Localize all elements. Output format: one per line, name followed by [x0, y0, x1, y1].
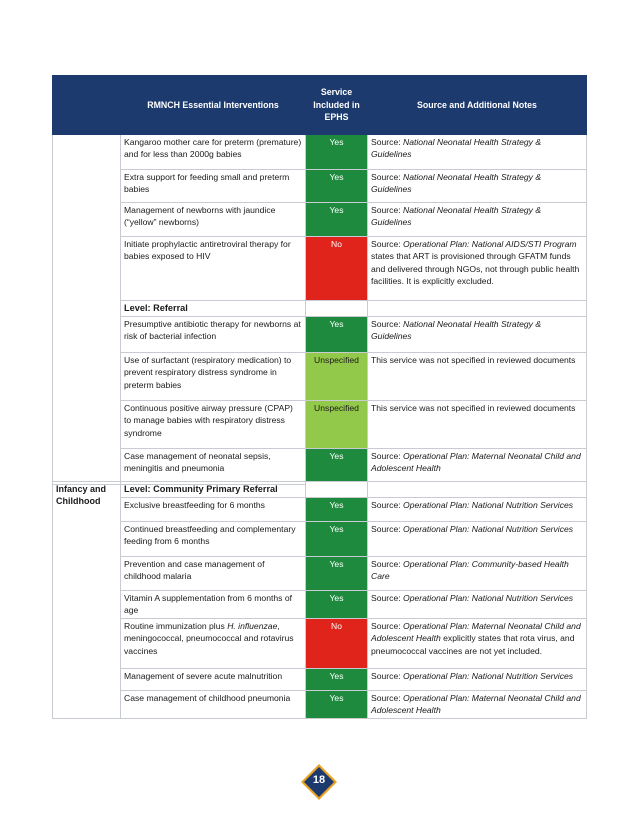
- source-document: Operational Plan: National Nutrition Services: [403, 500, 574, 510]
- level-blank-cell: [306, 301, 368, 317]
- table-row: [53, 237, 587, 301]
- source-label: Source:: [371, 671, 401, 681]
- source-document: National Neonatal Health Strategy & Guidelines: [371, 205, 542, 228]
- source-document: Operational Plan: National Nutrition Services: [403, 593, 574, 603]
- notes-cell: [368, 317, 587, 353]
- intervention-cell: Use of surfactant (respiratory medication) to prevent respiratory distress syndrome in preterm babies: [121, 353, 306, 401]
- table-row: [53, 691, 587, 719]
- notes-cell: [368, 237, 587, 301]
- intervention-cell: Initiate prophylactic antiretroviral therapy for babies exposed to HIV: [121, 237, 306, 301]
- group-label-infancy: Infancy and Childhood: [53, 482, 121, 719]
- status-badge: Yes: [306, 449, 368, 485]
- level-row: [53, 482, 587, 498]
- level-blank-cell: [368, 301, 587, 317]
- source-document: National Neonatal Health Strategy & Guidelines: [371, 319, 542, 342]
- header-source-notes: Source and Additional Notes: [368, 76, 587, 135]
- level-blank-cell: [368, 482, 587, 498]
- source-label: Source:: [371, 451, 401, 461]
- status-badge: Yes: [306, 203, 368, 237]
- status-badge: Yes: [306, 522, 368, 557]
- notes-cell: This service was not specified in reviewed documents: [368, 401, 587, 449]
- notes-cell: [368, 669, 587, 691]
- table-row: [53, 401, 587, 449]
- table-row: [53, 449, 587, 485]
- level-row: [53, 301, 587, 317]
- intervention-text: Routine immunization plus: [124, 621, 228, 631]
- source-document: National Neonatal Health Strategy & Guidelines: [371, 172, 542, 195]
- intervention-italic: H. influenzae: [227, 621, 278, 631]
- status-badge: Yes: [306, 135, 368, 170]
- status-badge: Yes: [306, 170, 368, 203]
- intervention-cell: Case management of childhood pneumonia: [121, 691, 306, 719]
- intervention-cell: [121, 619, 306, 669]
- status-badge: Yes: [306, 498, 368, 522]
- table-header-row: [53, 76, 587, 135]
- notes-cell: [368, 591, 587, 619]
- notes-cell: [368, 170, 587, 203]
- interventions-table: [52, 75, 587, 485]
- intervention-cell: Management of newborns with jaundice (“yellow” newborns): [121, 203, 306, 237]
- status-badge: Yes: [306, 591, 368, 619]
- table-row: [53, 135, 587, 170]
- intervention-cell: Continued breastfeeding and complementary feeding from 6 months: [121, 522, 306, 557]
- header-blank-cell: [53, 76, 121, 135]
- source-document: Operational Plan: National AIDS/STI Program: [403, 239, 577, 249]
- source-label: Source:: [371, 239, 401, 249]
- level-blank-cell: [306, 482, 368, 498]
- status-badge: No: [306, 619, 368, 669]
- status-badge: Unspecified: [306, 353, 368, 401]
- notes-cell: [368, 203, 587, 237]
- source-document: Operational Plan: National Nutrition Services: [403, 524, 574, 534]
- table-row: [53, 522, 587, 557]
- source-label: Source:: [371, 205, 401, 215]
- source-document: Operational Plan: Community-based Health Care: [371, 559, 569, 582]
- table-row: [53, 619, 587, 669]
- level-community-heading: Level: Community Primary Referral: [121, 482, 306, 498]
- page-number-badge: [300, 763, 338, 801]
- source-document: Operational Plan: Maternal Neonatal Child and Adolescent Health: [371, 451, 581, 474]
- table-row: [53, 498, 587, 522]
- notes-cell: [368, 449, 587, 485]
- notes-cell: [368, 498, 587, 522]
- source-label: Source:: [371, 172, 401, 182]
- page-number: 18: [312, 774, 326, 786]
- status-badge: Yes: [306, 691, 368, 719]
- table-row: [53, 557, 587, 591]
- table-row: [53, 317, 587, 353]
- notes-cell: This service was not specified in reviewed documents: [368, 353, 587, 401]
- source-label: Source:: [371, 137, 401, 147]
- status-badge: Yes: [306, 669, 368, 691]
- table-row: [53, 203, 587, 237]
- source-note: explicitly states that rota virus, and pneumococcal vaccines are not yet included.: [371, 633, 575, 656]
- notes-cell: [368, 135, 587, 170]
- intervention-cell: Continuous positive airway pressure (CPAP) to manage babies with respiratory distress syndrome: [121, 401, 306, 449]
- intervention-cell: Extra support for feeding small and preterm babies: [121, 170, 306, 203]
- group-cell-newborn: [53, 135, 121, 485]
- source-note: states that ART is provisioned through GFATM funds and delivered through NGOs, not through public health facilities. It is explicitly excluded.: [371, 251, 580, 287]
- status-badge: Unspecified: [306, 401, 368, 449]
- table-row: [53, 669, 587, 691]
- intervention-cell: Kangaroo mother care for preterm (premature) and for less than 2000g babies: [121, 135, 306, 170]
- source-label: Source:: [371, 621, 401, 631]
- table-row: [53, 591, 587, 619]
- source-document: Operational Plan: Maternal Neonatal Child and Adolescent Health: [371, 621, 581, 644]
- intervention-cell: Management of severe acute malnutrition: [121, 669, 306, 691]
- status-badge: Yes: [306, 317, 368, 353]
- notes-cell: [368, 619, 587, 669]
- intervention-cell: Presumptive antibiotic therapy for newborns at risk of bacterial infection: [121, 317, 306, 353]
- source-label: Source:: [371, 500, 401, 510]
- status-badge: Yes: [306, 557, 368, 591]
- header-interventions: RMNCH Essential Interventions: [121, 76, 306, 135]
- source-label: Source:: [371, 319, 401, 329]
- intervention-cell: Exclusive breastfeeding for 6 months: [121, 498, 306, 522]
- intervention-cell: Vitamin A supplementation from 6 months of age: [121, 591, 306, 619]
- source-label: Source:: [371, 593, 401, 603]
- intervention-cell: Prevention and case management of childhood malaria: [121, 557, 306, 591]
- status-badge: No: [306, 237, 368, 301]
- source-document: National Neonatal Health Strategy & Guidelines: [371, 137, 542, 160]
- intervention-text: , meningococcal, pneumococcal and rotavirus vaccines: [124, 621, 294, 656]
- source-document: Operational Plan: National Nutrition Services: [403, 671, 574, 681]
- header-service-included: Service Included in EPHS: [306, 76, 368, 135]
- notes-cell: [368, 557, 587, 591]
- infancy-table: [52, 481, 587, 719]
- source-label: Source:: [371, 693, 401, 703]
- notes-cell: [368, 522, 587, 557]
- source-label: Source:: [371, 559, 401, 569]
- level-referral-heading: Level: Referral: [121, 301, 306, 317]
- notes-cell: [368, 691, 587, 719]
- source-label: Source:: [371, 524, 401, 534]
- table-row: [53, 353, 587, 401]
- intervention-cell: Case management of neonatal sepsis, meningitis and pneumonia: [121, 449, 306, 485]
- table-row: [53, 170, 587, 203]
- source-document: Operational Plan: Maternal Neonatal Child and Adolescent Health: [371, 693, 581, 716]
